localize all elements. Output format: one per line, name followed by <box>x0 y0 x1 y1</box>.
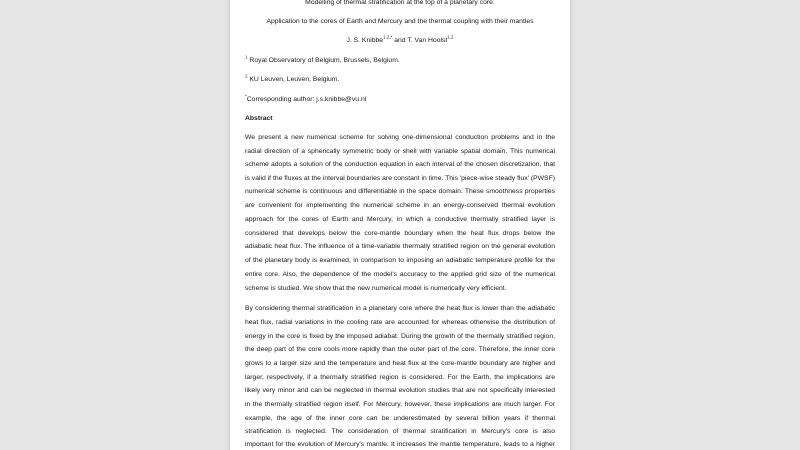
document-page <box>230 0 570 450</box>
body-line: likely very minor and can be neglected in thermal evolution studies that are not specifically interested <box>245 387 555 394</box>
corresponding-author-text: Corresponding author: j.s.knibbe@vu.nl <box>246 96 367 103</box>
abstract-line: entire core. Also, the dependence of the model's accuracy to the applied grid size of the numerical <box>245 271 555 278</box>
affiliation-2-mark: 2 <box>245 73 248 79</box>
abstract-line: approach for the cores of Earth and Mercury, in which a conductive thermally stratified layer is <box>245 216 555 223</box>
author-conjunction: and <box>394 37 406 44</box>
author-2-name: T. Van Hoolst <box>407 37 448 44</box>
abstract-line: is valid if the fluxes at the interval boundaries are constant in time. This 'piece-wise steady flux' (PWSF) <box>245 175 555 182</box>
affiliation-1 <box>245 56 555 65</box>
abstract-line: scheme adopts a solution of the conduction equation in each interval of the chosen discretization, that <box>245 161 555 168</box>
author-1-affiliation-marks: 1,2,* <box>383 34 393 40</box>
affiliation-1-mark: 1 <box>245 54 248 60</box>
body-line: important for the evolution of Mercury's mantle. It increases the mantle temperature, leads to a higher <box>245 441 555 448</box>
paper-subtitle: Application to the cores of Earth and Mercury and the thermal coupling with their mantles <box>266 18 534 25</box>
corresponding-author <box>245 95 555 104</box>
author-line <box>245 36 555 45</box>
abstract-line: considered that develops below the core-mantle boundary when the heat flux drops below the <box>245 230 555 237</box>
body-line: stratification is neglected. The consideration of thermal stratification in Mercury's core is also <box>245 428 555 435</box>
abstract-line: radial direction of a spherically symmetric body or shell with variable spatial domain. This numerical <box>245 148 555 155</box>
abstract-line: scheme is studied. We show that the new numerical model is numerically very efficient. <box>245 285 507 292</box>
body-line: heat flux, radial variations in the cooling rate are accounted for whereas otherwise the distribution of <box>245 319 555 326</box>
body-line: the deep part of the core cools more rapidly than the outer part of the core. Therefore, the inner core <box>245 346 555 353</box>
body-line: grows to a larger size and the temperature and heat flux at the core-mantle boundary are higher and <box>245 360 555 367</box>
abstract-line: are convenient for implementing the numerical scheme in an energy-conserved thermal evolution <box>245 202 555 209</box>
abstract-line: numerical scheme is continuous and differentiable in the space domain. These smoothness properties <box>245 188 555 195</box>
author-2-affiliation-marks: 1,2 <box>447 34 454 40</box>
body-line: example, the age of the inner core can be underestimated by several billion years if thermal <box>245 415 555 422</box>
affiliation-2 <box>245 75 555 84</box>
body-line: By considering thermal stratification in a planetary core where the heat flux is lower than the adiabatic <box>245 305 555 312</box>
affiliation-1-text: Royal Observatory of Belgium, Brussels, Belgium. <box>247 57 400 64</box>
abstract-heading: Abstract <box>245 115 273 122</box>
body-line: larger, respectively, if a thermally stratified region is considered. For the Earth, the implications are <box>245 374 555 381</box>
author-1-name: J. S. Knibbe <box>346 37 384 44</box>
paper-title: Modelling of thermal stratification at the top of a planetary core: <box>305 0 495 6</box>
affiliation-2-text: KU Leuven, Leuven, Belgium. <box>247 76 340 83</box>
abstract-line: adiabatic heat flux. The influence of a time-variable thermally stratified region on the general evolution <box>245 243 555 250</box>
body-line: in the thermally stratified region itself. For Mercury, however, these implications are much larger. For <box>245 401 555 408</box>
body-line: energy in the core is fixed by the imposed adiabat. During the growth of the thermally stratified region, <box>245 333 555 340</box>
corresponding-mark: * <box>245 93 247 99</box>
abstract-line: of the planetary body is examined, in comparison to imposing an adiabatic temperature profile for the <box>245 257 555 264</box>
abstract-line: We present a new numerical scheme for solving one-dimensional conduction problems and in the <box>245 134 555 141</box>
